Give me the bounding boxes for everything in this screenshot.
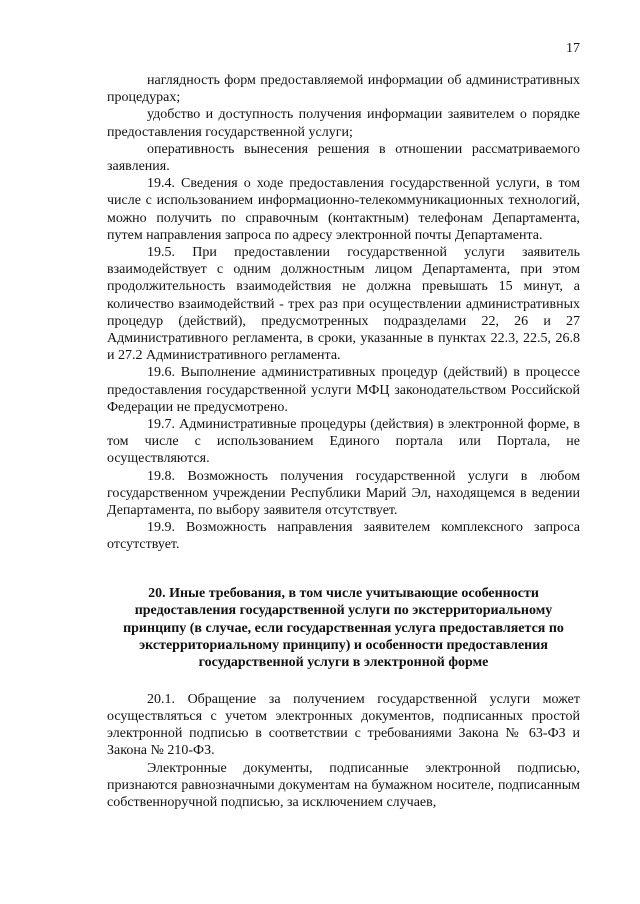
paragraph-20-1: 20.1. Обращение за получением государственной услуги может осуществляться с учетом электронных документов, подписанных простой электронной подписью в соответствии с требованиями Закона № 63-ФЗ и Закона № 210-ФЗ. <box>107 691 580 759</box>
document-body <box>107 72 580 811</box>
paragraph-19-5: 19.5. При предоставлении государственной услуги заявитель взаимодействует с одним должностным лицом Департамента, при этом продолжительность взаимодействия не должна превышать 15 минут, а количество взаимодействий - трех раз при осуществлении административных процедур (действий), предусмотренных подразделами 22, 26 и 27 Административного регламента, в сроки, указанные в пунктах 22.3, 22.5, 26.8 и 27.2 Административного регламента. <box>107 245 580 364</box>
section-heading: 20. Иные требования, в том числе учитывающие особенности предоставления государственной услуги по экстерриториальному принципу (в случае, если государственная услуга предоставляется по экстерриториальному принципу) и особенности предоставления государственной услуги в электронной форме <box>123 585 564 671</box>
page-number: 17 <box>566 41 580 56</box>
paragraph: оперативность вынесения решения в отношении рассматриваемого заявления. <box>107 141 580 175</box>
paragraph: наглядность форм предоставляемой информации об административных процедурах; <box>107 73 580 106</box>
paragraph-19-9: 19.9. Возможность направления заявителем комплексного запроса отсутствует. <box>107 520 580 553</box>
paragraph-19-7: 19.7. Административные процедуры (действия) в электронной форме, в том числе с использованием Единого портала или Портала, не осуществляются. <box>107 417 580 467</box>
paragraph: удобство и доступность получения информации заявителем о порядке предоставления государственной услуги; <box>107 107 580 140</box>
paragraph-19-8: 19.8. Возможность получения государственной услуги в любом государственном учреждении Республики Марий Эл, находящемся в ведении Департамента, по выбору заявителя отсутствует. <box>107 468 580 519</box>
paragraph-19-6: 19.6. Выполнение административных процедур (действий) в процессе предоставления государственной услуги МФЦ законодательством Российской Федерации не предусмотрено. <box>107 365 580 415</box>
paragraph-19-4: 19.4. Сведения о ходе предоставления государственной услуги, в том числе с использованием информационно-телекоммуникационных технологий, можно получить по справочным (контактным) телефонам Департамента, путем направления запроса по адресу электронной почты Департамента. <box>107 176 580 243</box>
paragraph: Электронные документы, подписанные электронной подписью, признаются равнозначными документам на бумажном носителе, подписанным собственноручной подписью, за исключением случаев, <box>107 760 580 810</box>
